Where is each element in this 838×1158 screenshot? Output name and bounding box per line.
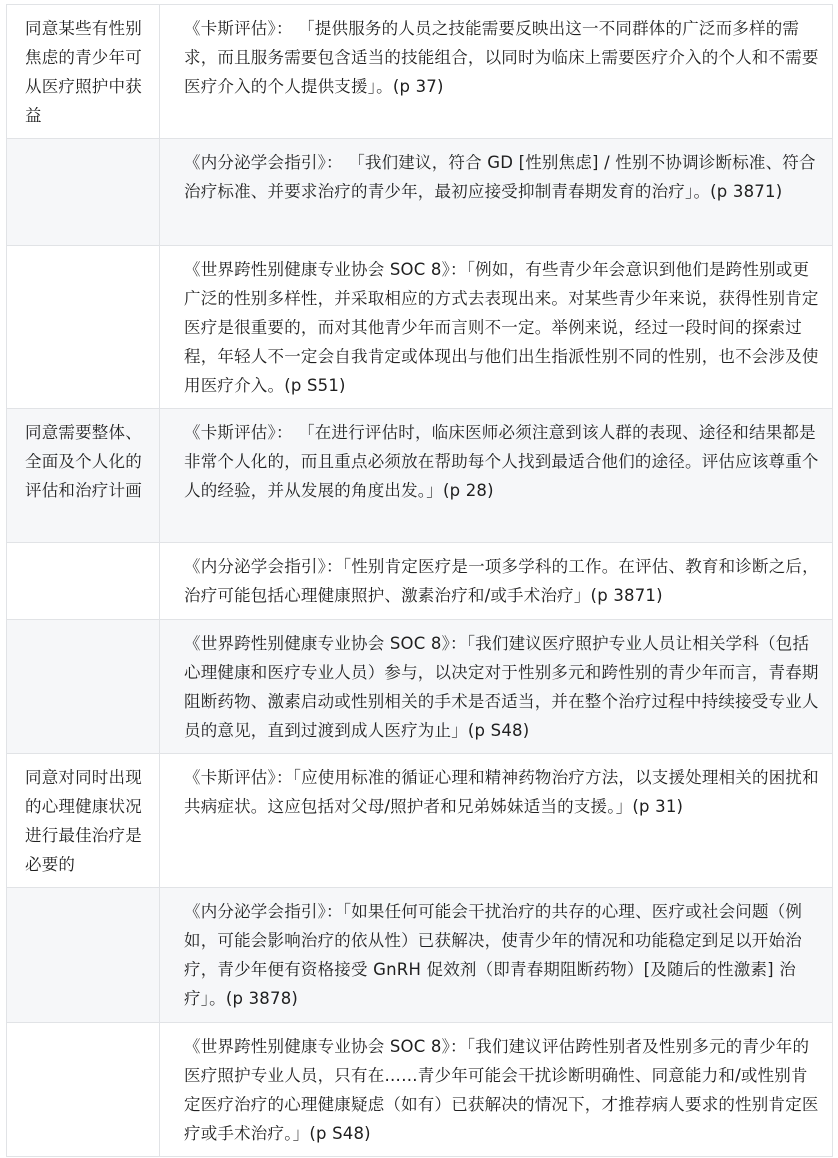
quote-text: 《内分泌学会指引》：「如果任何可能会干扰治疗的共存的心理、医疗或社会问题（例如，可能会影响治疗的依从性）已获解决，使青少年的情况和功能稳定到足以开始治疗，青少年便有资格接受 GnRH 促效剂（即青春期阻断药物）[及随后的性激素] 治疗」。(p 3878) xyxy=(184,902,803,1008)
quote-cell xyxy=(160,620,833,754)
quote-cell xyxy=(160,1023,833,1157)
topic-text: 同意某些有性别焦虑的青少年可从医疗照护中获益 xyxy=(25,19,142,125)
quote-text: 《世界跨性别健康专业协会 SOC 8》：「例如，有些青少年会意识到他们是跨性别或更广泛的性别多样性，并采取相应的方式去表现出来。对某些青少年来说，获得性别肯定医疗是很重要的，而对其他青少年而言则不一定。举例来说，经过一段时间的探索过程，年轻人不一定会自我肯定或体现出与他们出生指派性别不同的性别，也不会涉及使用医疗介入。(p S51) xyxy=(184,260,819,395)
table-row xyxy=(7,1023,833,1157)
topic-cell xyxy=(7,246,160,409)
topic-cell xyxy=(7,409,160,543)
quote-cell xyxy=(160,888,833,1023)
table-row xyxy=(7,888,833,1023)
quote-cell xyxy=(160,139,833,246)
topic-text: 同意需要整体、全面及个人化的评估和治疗计画 xyxy=(25,423,142,500)
quote-text: 《内分泌学会指引》： 「我们建议，符合 GD [性别焦虑] / 性别不协调诊断标准、符合治疗标准、并要求治疗的青少年，最初应接受抑制青春期发育的治疗」。(p 3871) xyxy=(184,153,816,201)
topic-cell xyxy=(7,543,160,620)
topic-cell xyxy=(7,139,160,246)
topic-cell xyxy=(7,620,160,754)
table-row xyxy=(7,754,833,888)
quote-text: 《内分泌学会指引》：「性别肯定医疗是一项多学科的工作。在评估、教育和诊断之后，治疗可能包括心理健康照护、激素治疗和/或手术治疗」(p 3871) xyxy=(184,557,819,605)
table-row xyxy=(7,409,833,543)
topic-cell xyxy=(7,5,160,139)
topic-cell xyxy=(7,754,160,888)
quote-text: 《卡斯评估》： 「提供服务的人员之技能需要反映出这一不同群体的广泛而多样的需求，而且服务需要包含适当的技能组合，以同时为临床上需要医疗介入的个人和不需要医疗介入的个人提供支援」。(p 37) xyxy=(184,19,819,96)
table-row xyxy=(7,543,833,620)
table-row xyxy=(7,5,833,139)
comparison-table xyxy=(6,4,833,1157)
quote-cell xyxy=(160,246,833,409)
quote-text: 《世界跨性别健康专业协会 SOC 8》：「我们建议评估跨性别者及性别多元的青少年的医疗照护专业人员，只有在……青少年可能会干扰诊断明确性、同意能力和/或性别肯定医疗治疗的心理健康疑虑（如有）已获解决的情况下，才推荐病人要求的性别肯定医疗或手术治疗。」(p S48) xyxy=(184,1037,819,1143)
quote-cell xyxy=(160,409,833,543)
quote-text: 《卡斯评估》：「应使用标准的循证心理和精神药物治疗方法，以支援处理相关的困扰和共病症状。这应包括对父母/照护者和兄弟姊妹适当的支援。」(p 31) xyxy=(184,768,819,816)
quote-text: 《世界跨性别健康专业协会 SOC 8》：「我们建议医疗照护专业人员让相关学科（包括心理健康和医疗专业人员）参与，以决定对于性别多元和跨性别的青少年而言，青春期阻断药物、激素启动或性别相关的手术是否适当，并在整个治疗过程中持续接受专业人员的意见，直到过渡到成人医疗为止」(p S48) xyxy=(184,634,819,740)
quote-text: 《卡斯评估》： 「在进行评估时，临床医师必须注意到该人群的表现、途径和结果都是非常个人化的，而且重点必须放在帮助每个人找到最适合他们的途径。评估应该尊重个人的经验，并从发展的角度出发。」(p 28) xyxy=(184,423,819,500)
table-row xyxy=(7,620,833,754)
topic-text: 同意对同时出现的心理健康状况进行最佳治疗是必要的 xyxy=(25,768,142,874)
quote-cell xyxy=(160,5,833,139)
quote-cell xyxy=(160,543,833,620)
table-row xyxy=(7,139,833,246)
table-row xyxy=(7,246,833,409)
quote-cell xyxy=(160,754,833,888)
topic-cell xyxy=(7,888,160,1023)
topic-cell xyxy=(7,1023,160,1157)
